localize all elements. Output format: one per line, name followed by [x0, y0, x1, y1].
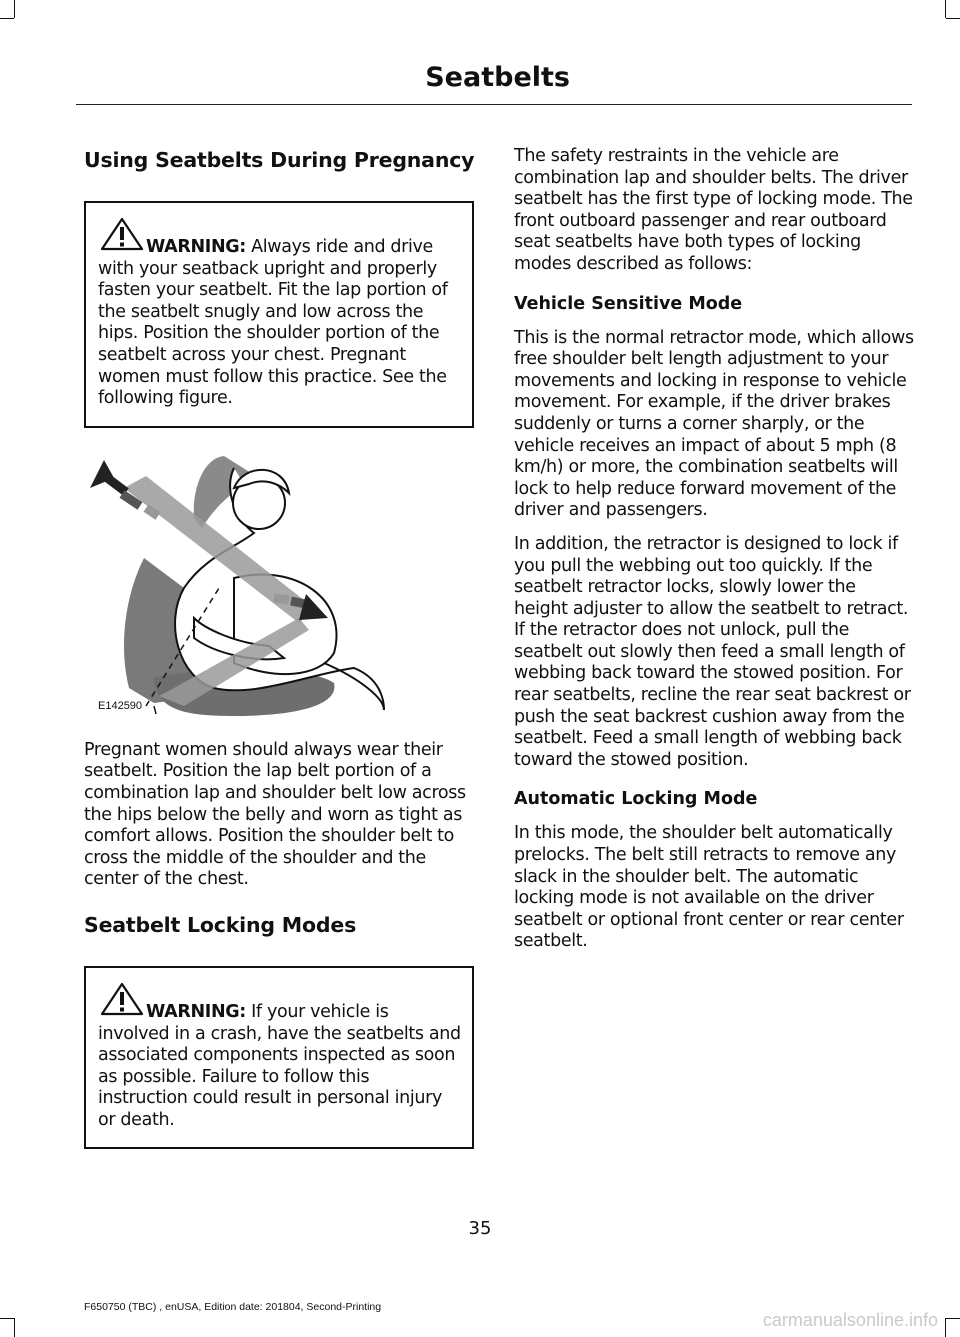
crop-mark — [946, 1318, 960, 1319]
pregnancy-seatbelt-figure — [84, 448, 474, 720]
watermark: carmanualsonline.info — [762, 1310, 938, 1330]
page-title: Seatbelts — [425, 62, 570, 93]
subheading-automatic-locking-mode: Automatic Locking Mode — [514, 789, 758, 810]
crop-mark — [945, 0, 946, 18]
crop-mark — [0, 1318, 14, 1319]
automatic-locking-paragraph: In this mode, the shoulder belt automatically prelocks. The belt still retracts to remove any slack in the shoulder belt. The automatic locking mode is not available on the driver seatbelt or optional front center or rear center seatbelt. — [514, 823, 904, 952]
right-column — [514, 146, 914, 953]
warning-label: WARNING: — [146, 237, 246, 257]
vehicle-sensitive-paragraph: This is the normal retractor mode, which allows free shoulder belt length adjustment to your movements and locking in response to vehicle movement. For example, if the driver brakes suddenly or turns a corner sharply, or the vehicle receives an impact of about 5 mph (8 km/h) or more, the combination seatbelts will lock to help reduce forward movement of the driver and passengers. — [514, 327, 914, 521]
warning-body: Always ride and drive with your seatback upright and properly fasten your seatbelt. Fit the lap portion of the seatbelt snugly and low across the hips. Position the shoulder portion of the seatbelt across your chest. Pregnant women must follow this practice. See the following figure. — [98, 237, 448, 409]
warning-body: If your vehicle is involved in a crash, have the seatbelts and associated components inspected as soon as possible. Failure to follow this instruction could result in personal injury or death. — [98, 1001, 461, 1130]
warning-text — [98, 237, 462, 410]
crop-mark — [0, 18, 14, 19]
edition-footer: F650750 (TBC) , enUSA, Edition date: 201804, Second-Printing — [84, 1301, 382, 1313]
warning-box — [84, 966, 474, 1150]
crop-mark — [14, 0, 15, 18]
warning-triangle-icon — [100, 217, 144, 255]
header-divider — [76, 104, 912, 105]
locking-intro-paragraph: The safety restraints in the vehicle are combination lap and shoulder belts. The driver seatbelt has the first type of locking mode. The front outboard passenger and rear outboard seat seatbelts have both types of locking modes described as follows: — [514, 146, 913, 274]
section-heading-locking-modes: Seatbelt Locking Modes — [84, 912, 357, 937]
pregnancy-paragraph: Pregnant women should always wear their seatbelt. Position the lap belt portion of a combination lap and shoulder belt low across the hips below the belly and worn as tight as comfort allows. Position the shoulder belt to cross the middle of the shoulder and the center of the chest. — [84, 739, 466, 890]
crop-mark — [946, 18, 960, 19]
warning-triangle-icon — [100, 982, 144, 1020]
figure-code: E142590 — [98, 699, 143, 712]
crop-mark — [945, 1318, 946, 1337]
crop-mark — [14, 1318, 15, 1337]
warning-box — [84, 201, 474, 428]
retractor-paragraph: In addition, the retractor is designed to lock if you pull the webbing out too quickly. If the seatbelt retractor locks, slowly lower the height adjuster to allow the seatbelt to retract. If the retractor does not unlock, pull the seatbelt out slowly then feed a small length of webbing back toward the stowed position. For rear seatbelts, recline the rear seat backrest or push the seat backrest cushion away from the seatbelt. Feed a small length of webbing back toward the stowed position. — [514, 533, 911, 770]
section-heading-pregnancy: Using Seatbelts During Pregnancy — [84, 148, 475, 172]
figure-illustration — [84, 448, 474, 720]
warning-text — [98, 1002, 462, 1132]
page-number: 35 — [468, 1218, 492, 1239]
warning-label: WARNING: — [146, 1001, 246, 1022]
subheading-vehicle-sensitive-mode: Vehicle Sensitive Mode — [514, 293, 743, 314]
left-column — [84, 146, 476, 1149]
